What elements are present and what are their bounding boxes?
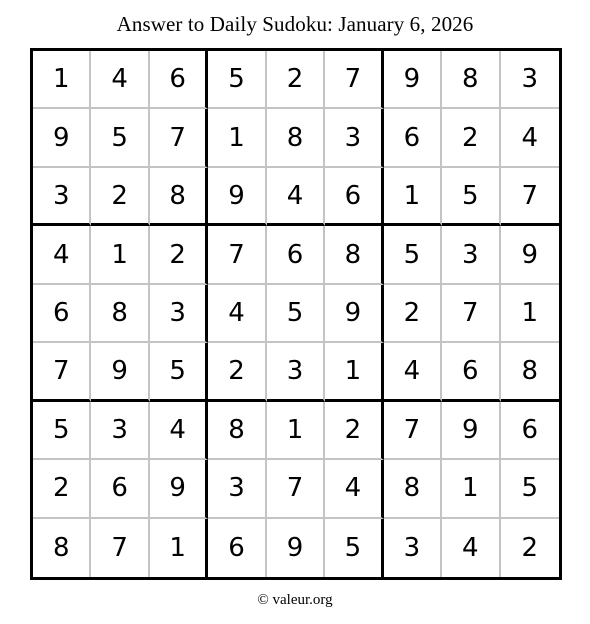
sudoku-cell: 5 bbox=[501, 460, 559, 518]
sudoku-cell: 2 bbox=[384, 285, 442, 343]
sudoku-cell: 2 bbox=[442, 109, 500, 167]
sudoku-cell: 1 bbox=[33, 51, 91, 109]
sudoku-cell: 9 bbox=[208, 168, 266, 226]
sudoku-cell: 1 bbox=[384, 168, 442, 226]
copyright-footer: © valeur.org bbox=[257, 592, 333, 608]
sudoku-cell: 3 bbox=[442, 226, 500, 284]
sudoku-cell: 9 bbox=[150, 460, 208, 518]
sudoku-cell: 5 bbox=[150, 343, 208, 401]
sudoku-cell: 5 bbox=[384, 226, 442, 284]
sudoku-cell: 4 bbox=[267, 168, 325, 226]
sudoku-cell: 9 bbox=[91, 343, 149, 401]
sudoku-cell: 3 bbox=[384, 519, 442, 577]
sudoku-cell: 9 bbox=[442, 402, 500, 460]
sudoku-cell: 7 bbox=[325, 51, 383, 109]
sudoku-cell: 8 bbox=[267, 109, 325, 167]
sudoku-cell: 4 bbox=[208, 285, 266, 343]
sudoku-cell: 7 bbox=[501, 168, 559, 226]
sudoku-cell: 1 bbox=[501, 285, 559, 343]
sudoku-cell: 5 bbox=[208, 51, 266, 109]
sudoku-cell: 6 bbox=[325, 168, 383, 226]
sudoku-cell: 2 bbox=[325, 402, 383, 460]
sudoku-cell: 1 bbox=[208, 109, 266, 167]
sudoku-cell: 6 bbox=[267, 226, 325, 284]
sudoku-cell: 9 bbox=[384, 51, 442, 109]
sudoku-cell: 6 bbox=[501, 402, 559, 460]
sudoku-cell: 2 bbox=[208, 343, 266, 401]
sudoku-cell: 5 bbox=[91, 109, 149, 167]
sudoku-cell: 4 bbox=[150, 402, 208, 460]
sudoku-cell: 5 bbox=[325, 519, 383, 577]
sudoku-cell: 4 bbox=[442, 519, 500, 577]
sudoku-cell: 1 bbox=[91, 226, 149, 284]
sudoku-cell: 9 bbox=[501, 226, 559, 284]
sudoku-cell: 2 bbox=[91, 168, 149, 226]
sudoku-cell: 4 bbox=[501, 109, 559, 167]
sudoku-cell: 3 bbox=[208, 460, 266, 518]
sudoku-cell: 6 bbox=[150, 51, 208, 109]
sudoku-cell: 8 bbox=[150, 168, 208, 226]
sudoku-cell: 3 bbox=[267, 343, 325, 401]
sudoku-cell: 2 bbox=[33, 460, 91, 518]
sudoku-cell: 2 bbox=[150, 226, 208, 284]
sudoku-cell: 6 bbox=[91, 460, 149, 518]
sudoku-cell: 4 bbox=[33, 226, 91, 284]
sudoku-cell: 6 bbox=[442, 343, 500, 401]
sudoku-cell: 5 bbox=[33, 402, 91, 460]
sudoku-cell: 7 bbox=[150, 109, 208, 167]
sudoku-cell: 7 bbox=[384, 402, 442, 460]
sudoku-cell: 8 bbox=[208, 402, 266, 460]
sudoku-cell: 7 bbox=[33, 343, 91, 401]
sudoku-cell: 8 bbox=[501, 343, 559, 401]
sudoku-cell: 5 bbox=[442, 168, 500, 226]
sudoku-cell: 4 bbox=[384, 343, 442, 401]
sudoku-cell: 1 bbox=[267, 402, 325, 460]
sudoku-cell: 9 bbox=[325, 285, 383, 343]
sudoku-cell: 3 bbox=[325, 109, 383, 167]
sudoku-cell: 8 bbox=[384, 460, 442, 518]
sudoku-cell: 7 bbox=[442, 285, 500, 343]
sudoku-cell: 9 bbox=[33, 109, 91, 167]
sudoku-cell: 2 bbox=[267, 51, 325, 109]
sudoku-cell: 1 bbox=[442, 460, 500, 518]
sudoku-cell: 9 bbox=[267, 519, 325, 577]
sudoku-cell: 8 bbox=[33, 519, 91, 577]
sudoku-cell: 5 bbox=[267, 285, 325, 343]
sudoku-cell: 6 bbox=[208, 519, 266, 577]
sudoku-cell: 4 bbox=[91, 51, 149, 109]
sudoku-cell: 7 bbox=[91, 519, 149, 577]
sudoku-cell: 7 bbox=[267, 460, 325, 518]
sudoku-cell: 4 bbox=[325, 460, 383, 518]
sudoku-grid bbox=[30, 48, 562, 580]
sudoku-cell: 6 bbox=[384, 109, 442, 167]
sudoku-cell: 8 bbox=[91, 285, 149, 343]
sudoku-cell: 8 bbox=[442, 51, 500, 109]
sudoku-cell: 1 bbox=[150, 519, 208, 577]
sudoku-cell: 6 bbox=[33, 285, 91, 343]
page-title: Answer to Daily Sudoku: January 6, 2026 bbox=[116, 12, 474, 36]
sudoku-cell: 3 bbox=[33, 168, 91, 226]
sudoku-cell: 1 bbox=[325, 343, 383, 401]
sudoku-cell: 7 bbox=[208, 226, 266, 284]
sudoku-cell: 3 bbox=[91, 402, 149, 460]
sudoku-cell: 3 bbox=[501, 51, 559, 109]
sudoku-cell: 2 bbox=[521, 532, 539, 563]
sudoku-cell: 3 bbox=[150, 285, 208, 343]
sudoku-cell: 8 bbox=[325, 226, 383, 284]
